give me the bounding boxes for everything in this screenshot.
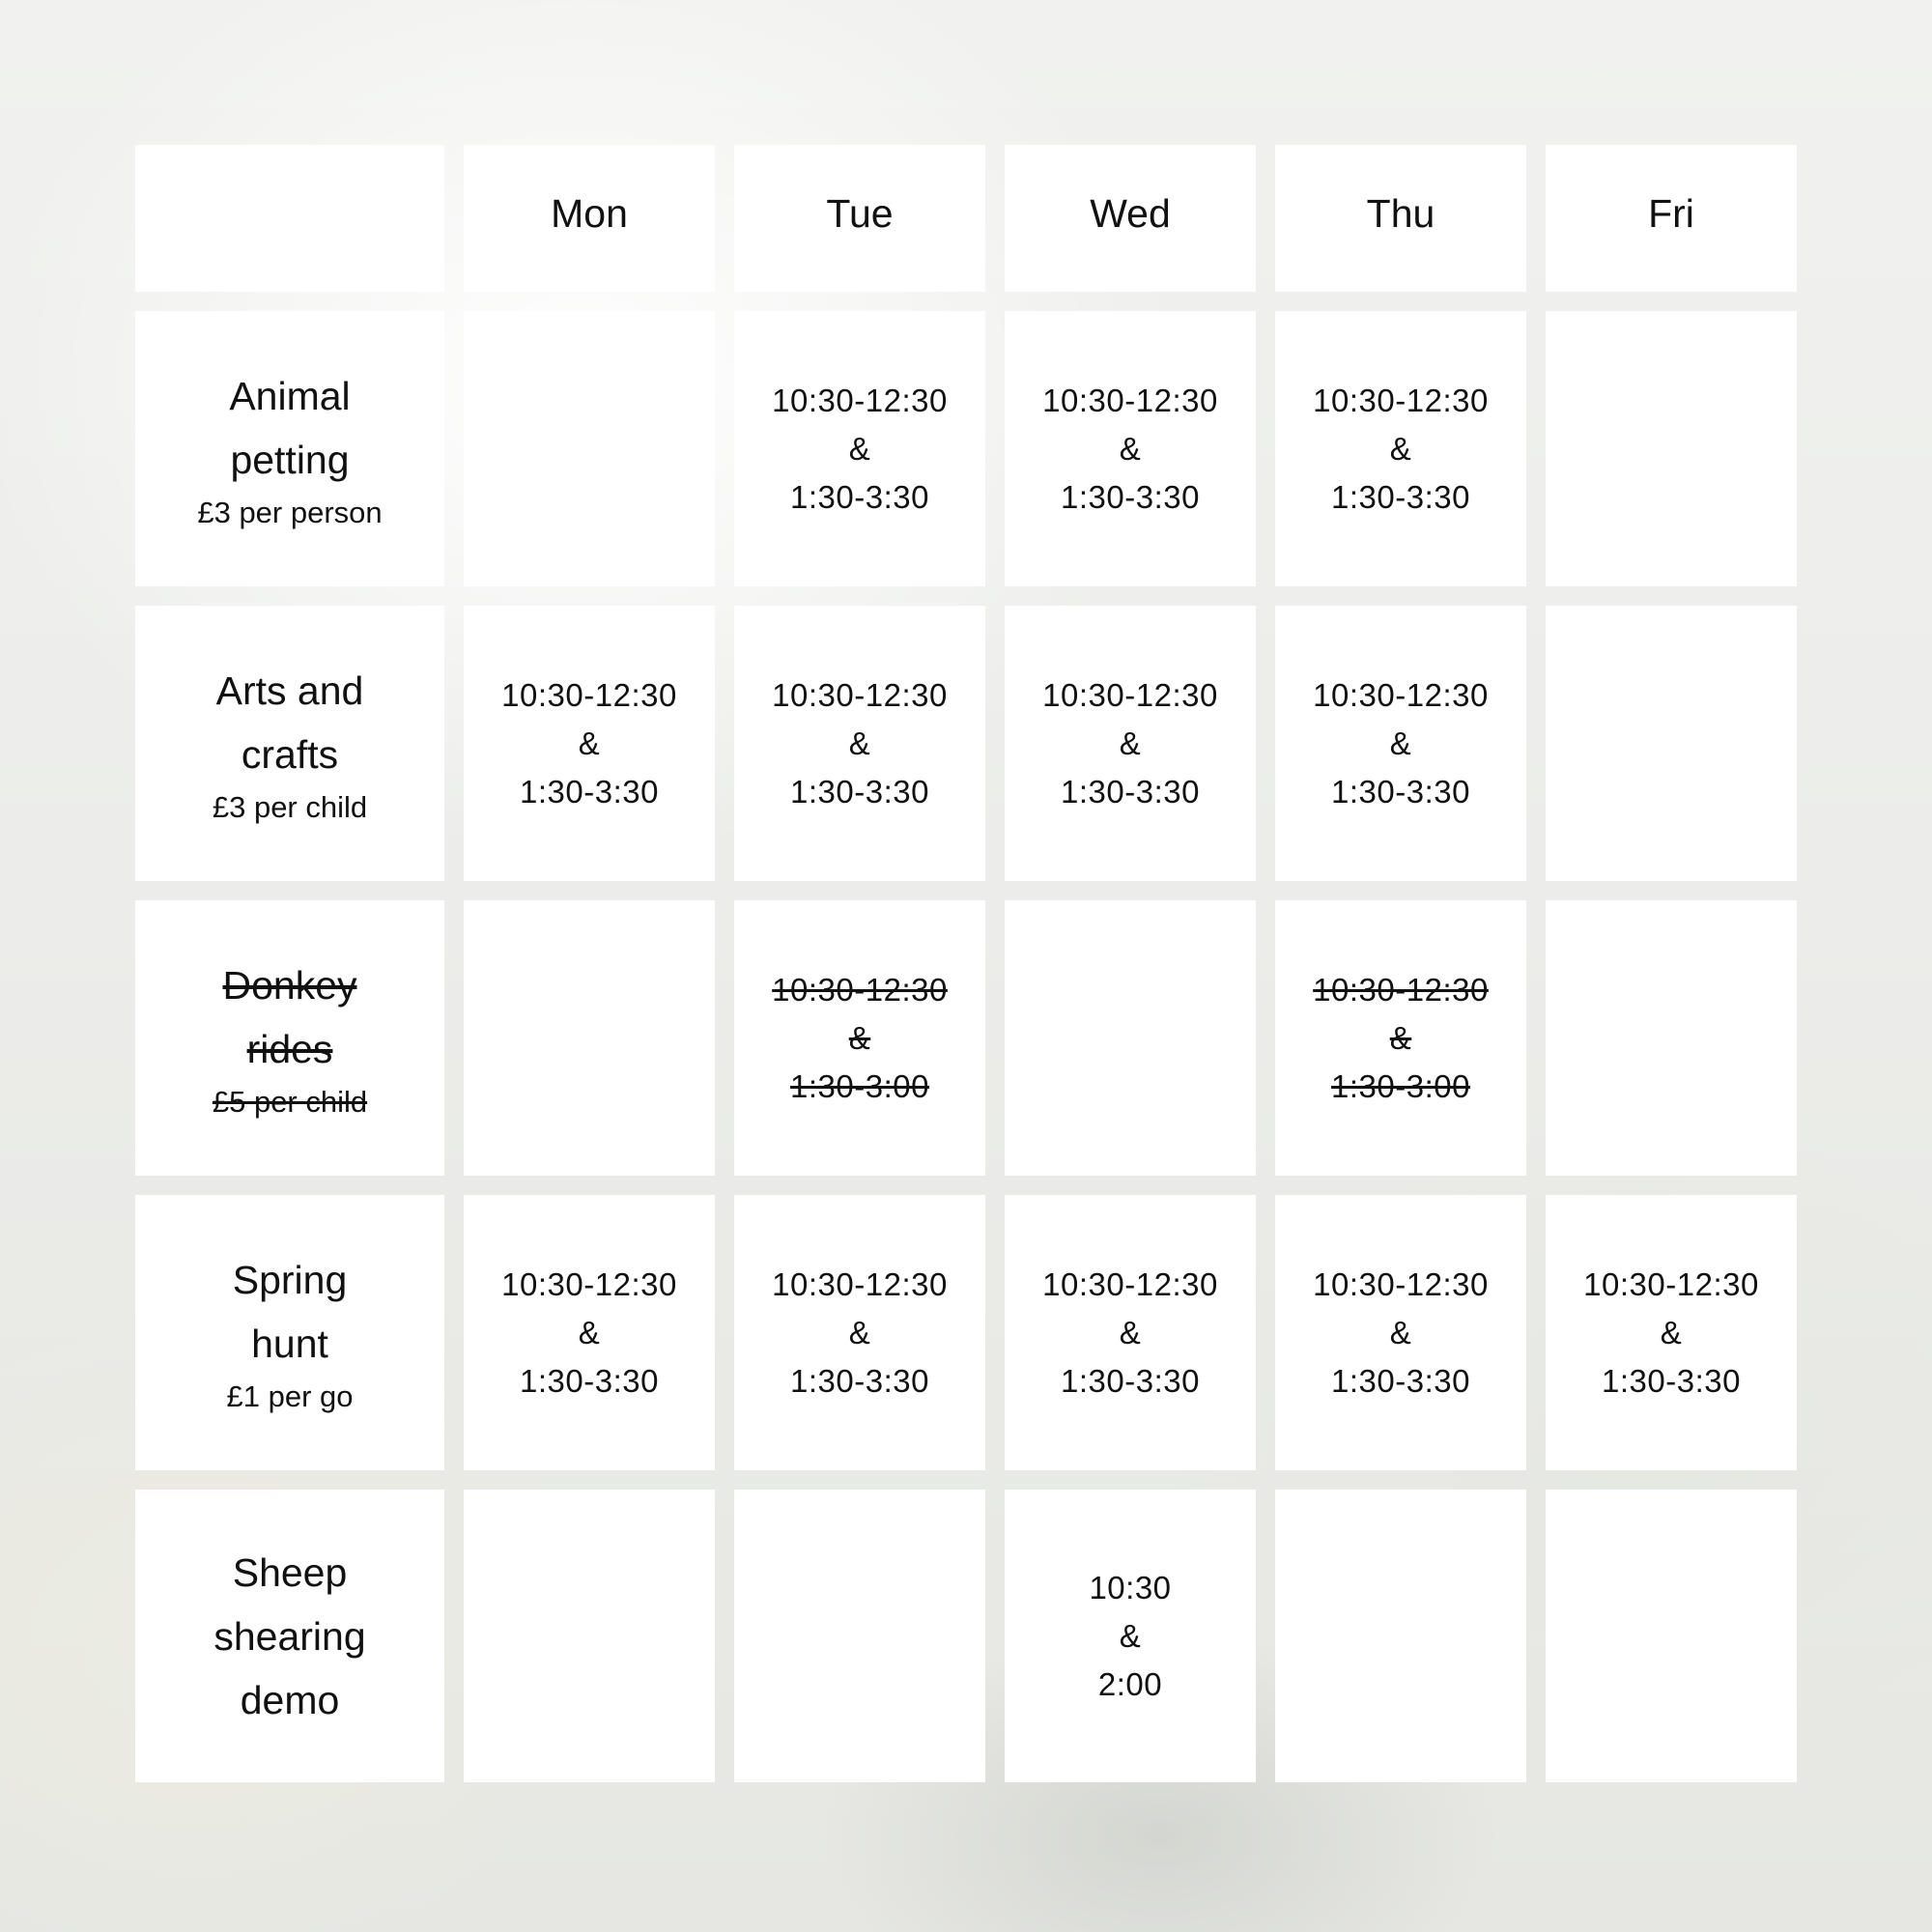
slot-cell-spring-hunt-thu [1275,1195,1526,1470]
slot-first-time: 10:30-12:30 [772,382,948,418]
slot-second-time: 1:30-3:00 [790,1067,929,1104]
activity-cell-arts-and-crafts [135,606,444,881]
slot-separator: & [1660,1314,1683,1350]
day-label-thu: Thu [1366,190,1435,236]
slot-separator: & [1119,724,1142,761]
slot-cell-arts-and-crafts-fri [1546,606,1797,881]
slot-cell-donkey-rides-tue [734,900,985,1176]
slot-second-time: 1:30-3:30 [1061,478,1200,515]
slot-cell-sheep-shearing-wed [1005,1490,1256,1782]
slot-first-time: 10:30-12:30 [772,971,948,1008]
slot-cell-animal-petting-thu [1275,311,1526,586]
slot-cell-sheep-shearing-thu [1275,1490,1526,1782]
slot-separator: & [848,430,871,467]
slot-first-time: 10:30-12:30 [772,1265,948,1302]
slot-cell-animal-petting-mon [464,311,715,586]
slot-cell-animal-petting-wed [1005,311,1256,586]
slot-first-time: 10:30-12:30 [772,676,948,713]
slot-first-time: 10:30-12:30 [1042,1265,1218,1302]
slot-cell-animal-petting-tue [734,311,985,586]
slot-first-time: 10:30-12:30 [1313,382,1489,418]
slot-first-time: 10:30-12:30 [1313,676,1489,713]
slot-cell-spring-hunt-fri [1546,1195,1797,1470]
slot-cell-sheep-shearing-tue [734,1490,985,1782]
header-cell-thu [1275,145,1526,292]
slot-separator: & [578,724,601,761]
header-cell-mon [464,145,715,292]
slot-separator: & [848,1314,871,1350]
slot-first-time: 10:30-12:30 [1313,1265,1489,1302]
slot-cell-donkey-rides-thu [1275,900,1526,1176]
activity-price: £5 per child [212,1084,368,1119]
slot-second-time: 1:30-3:30 [790,478,929,515]
slot-separator: & [1389,430,1412,467]
slot-cell-sheep-shearing-mon [464,1490,715,1782]
day-label-wed: Wed [1090,190,1171,236]
slot-cell-arts-and-crafts-tue [734,606,985,881]
activity-name: Animal petting [229,373,351,482]
slot-second-time: 1:30-3:30 [520,773,659,810]
slot-first-time: 10:30-12:30 [1042,382,1218,418]
slot-second-time: 1:30-3:00 [1331,1067,1470,1104]
slot-second-time: 1:30-3:30 [790,1362,929,1399]
slot-separator: & [1119,1617,1142,1654]
slot-separator: & [1389,724,1412,761]
slot-cell-spring-hunt-wed [1005,1195,1256,1470]
slot-separator: & [848,1019,871,1056]
slot-second-time: 1:30-3:30 [1331,478,1470,515]
slot-cell-donkey-rides-mon [464,900,715,1176]
activity-name: Arts and crafts [215,668,364,777]
activity-price: £1 per go [226,1378,354,1413]
slot-cell-donkey-rides-fri [1546,900,1797,1176]
activity-cell-donkey-rides [135,900,444,1176]
slot-cell-spring-hunt-tue [734,1195,985,1470]
slot-cell-arts-and-crafts-thu [1275,606,1526,881]
slot-separator: & [578,1314,601,1350]
slot-second-time: 1:30-3:30 [1061,773,1200,810]
slot-first-time: 10:30-12:30 [1313,971,1489,1008]
slot-second-time: 1:30-3:30 [1061,1362,1200,1399]
slot-separator: & [1119,430,1142,467]
activity-cell-spring-hunt [135,1195,444,1470]
slot-separator: & [1389,1314,1412,1350]
activity-cell-sheep-shearing-demo [135,1490,444,1782]
day-label-mon: Mon [551,190,628,236]
slot-cell-arts-and-crafts-wed [1005,606,1256,881]
slot-cell-animal-petting-fri [1546,311,1797,586]
header-cell-wed [1005,145,1256,292]
slot-second-time: 1:30-3:30 [1331,1362,1470,1399]
slot-second-time: 1:30-3:30 [520,1362,659,1399]
slot-cell-sheep-shearing-fri [1546,1490,1797,1782]
slot-second-time: 1:30-3:30 [790,773,929,810]
slot-separator: & [848,724,871,761]
day-label-fri: Fri [1648,190,1694,236]
activity-price: £3 per person [197,495,383,529]
header-cell-fri [1546,145,1797,292]
slot-separator: & [1119,1314,1142,1350]
slot-first-time: 10:30 [1089,1569,1172,1605]
activity-name: Spring hunt [232,1257,348,1366]
slot-first-time: 10:30-12:30 [1583,1265,1759,1302]
slot-second-time: 1:30-3:30 [1331,773,1470,810]
slot-cell-donkey-rides-wed [1005,900,1256,1176]
slot-separator: & [1389,1019,1412,1056]
day-label-tue: Tue [826,190,894,236]
slot-cell-spring-hunt-mon [464,1195,715,1470]
slot-cell-arts-and-crafts-mon [464,606,715,881]
slot-second-time: 2:00 [1097,1665,1163,1702]
slot-first-time: 10:30-12:30 [501,676,677,713]
slot-first-time: 10:30-12:30 [1042,676,1218,713]
activity-name: Sheep shearing demo [213,1549,366,1722]
slot-second-time: 1:30-3:30 [1602,1362,1741,1399]
activity-name: Donkey rides [222,962,357,1071]
header-cell-tue [734,145,985,292]
slot-first-time: 10:30-12:30 [501,1265,677,1302]
activity-cell-animal-petting [135,311,444,586]
activity-schedule-grid [135,145,1797,1782]
header-corner-cell [135,145,444,292]
activity-price: £3 per child [212,789,368,824]
